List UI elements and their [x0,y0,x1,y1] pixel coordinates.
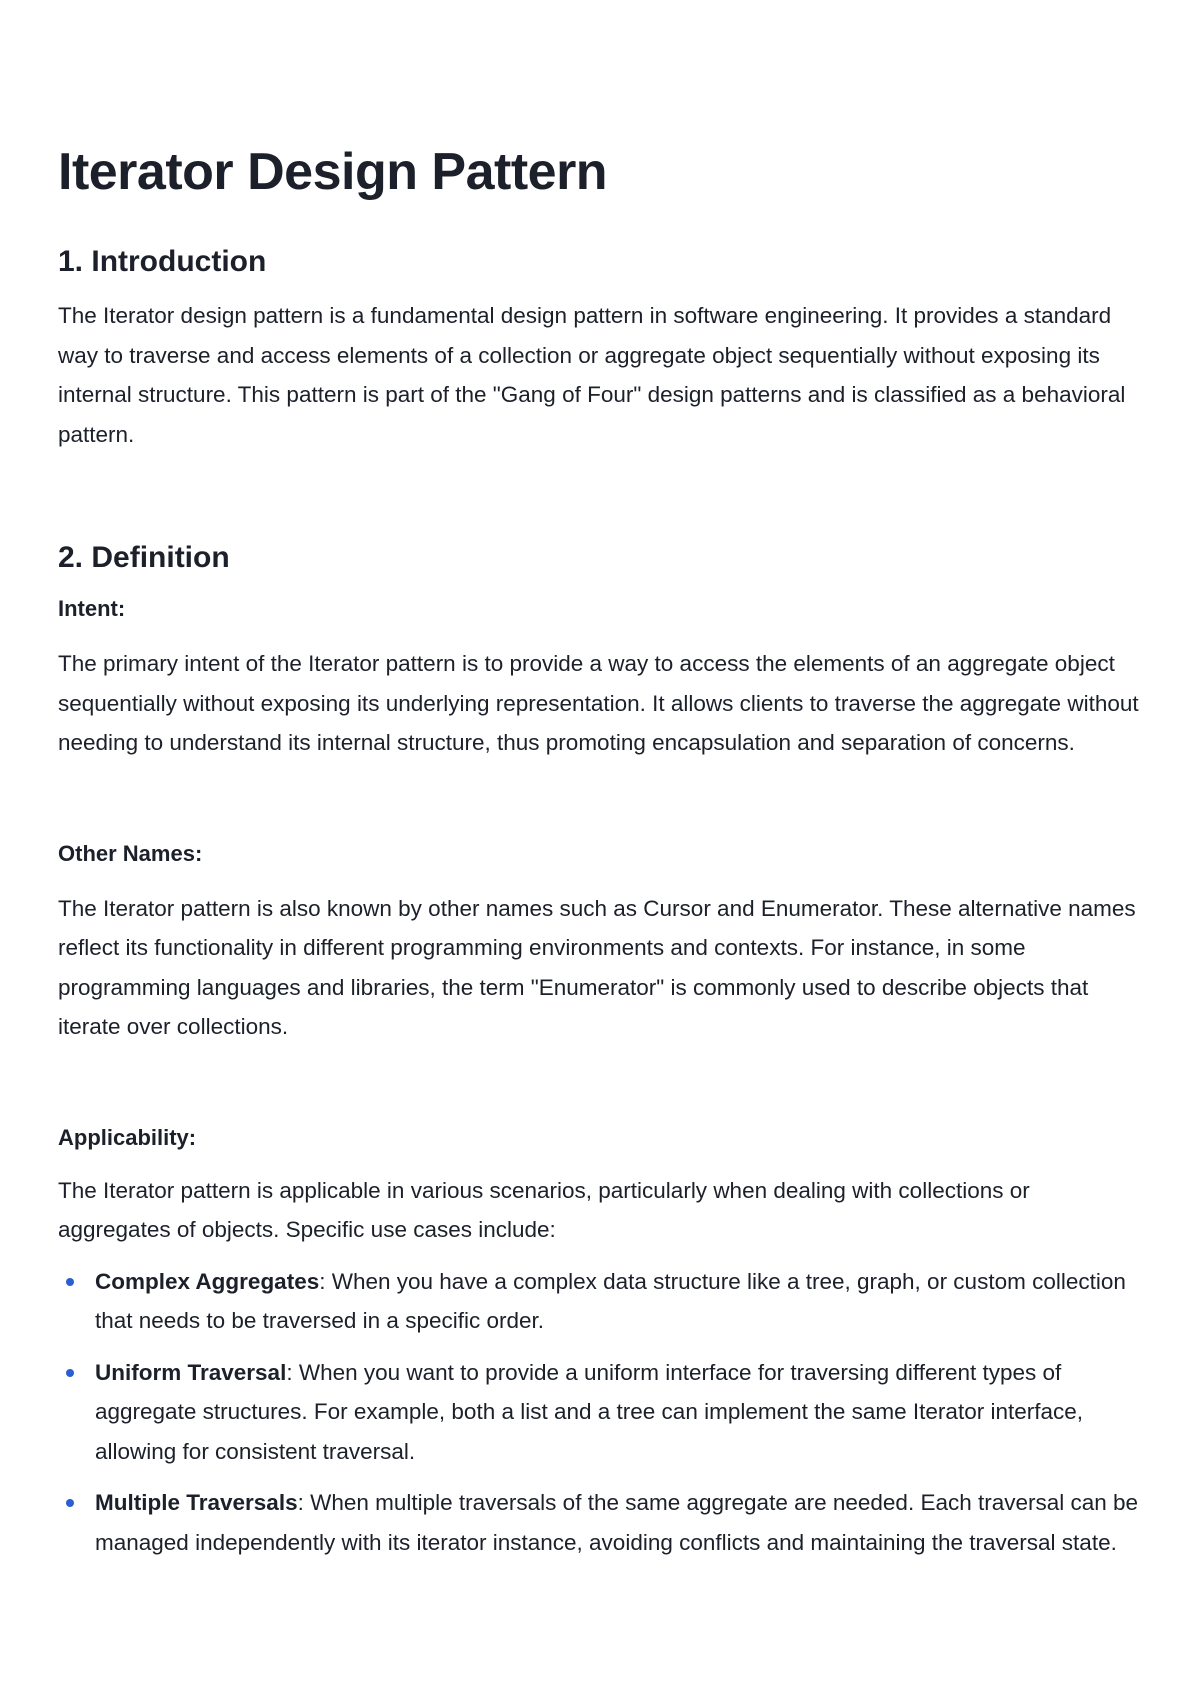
other-names-label: Other Names: [58,840,203,866]
applicability-list [58,1262,1142,1563]
list-item [58,1483,1142,1562]
list-item [58,1353,1142,1472]
applicability-label: Applicability: [58,1124,197,1150]
list-item-text: : When multiple traversals of the same aggregate are needed. Each traversal can be managed independently with its iterator instance, avoiding conflicts and maintaining the traversal state. [95,1490,1139,1555]
list-item [58,1262,1142,1341]
intent-label: Intent: [58,596,126,621]
bullet-icon [66,1278,74,1286]
introduction-heading: 1. Introduction [58,245,267,278]
definition-heading: 2. Definition [58,541,230,574]
list-item-text: : When you want to provide a uniform interface for traversing different types of aggregate structures. For example, both a list and a tree can implement the same Iterator interface, allowing for consistent traversal. [95,1359,1084,1464]
other-names-paragraph: The Iterator pattern is also known by other names such as Cursor and Enumerator. These alternative names reflect its functionality in different programming environments and contexts. For instance, in some programming languages and libraries, the term "Enumerator" is commonly used to describe objects that iterate over collections. [58,895,1136,1039]
bullet-icon [66,1369,74,1377]
list-item-term: Uniform Traversal [95,1359,287,1385]
list-item-term: Complex Aggregates [95,1268,320,1294]
page-title: Iterator Design Pattern [58,143,608,201]
applicability-paragraph: The Iterator pattern is applicable in various scenarios, particularly when dealing with collections or aggregates of objects. Specific use cases include: [58,1177,1030,1242]
introduction-paragraph: The Iterator design pattern is a fundamental design pattern in software engineering. It provides a standard way to traverse and access elements of a collection or aggregate object sequentially without exposing its internal structure. This pattern is part of the "Gang of Four" design patterns and is classified as a behavioral pattern. [58,303,1126,447]
bullet-icon [66,1499,74,1507]
intent-paragraph: The primary intent of the Iterator pattern is to provide a way to access the elements of an aggregate object sequentially without exposing its underlying representation. It allows clients to traverse the aggregate without needing to understand its internal structure, thus promoting encapsulation and separation of concerns. [58,651,1139,755]
list-item-text: : When you have a complex data structure like a tree, graph, or custom collection that needs to be traversed in a specific order. [95,1268,1126,1333]
list-item-term: Multiple Traversals [95,1490,298,1515]
